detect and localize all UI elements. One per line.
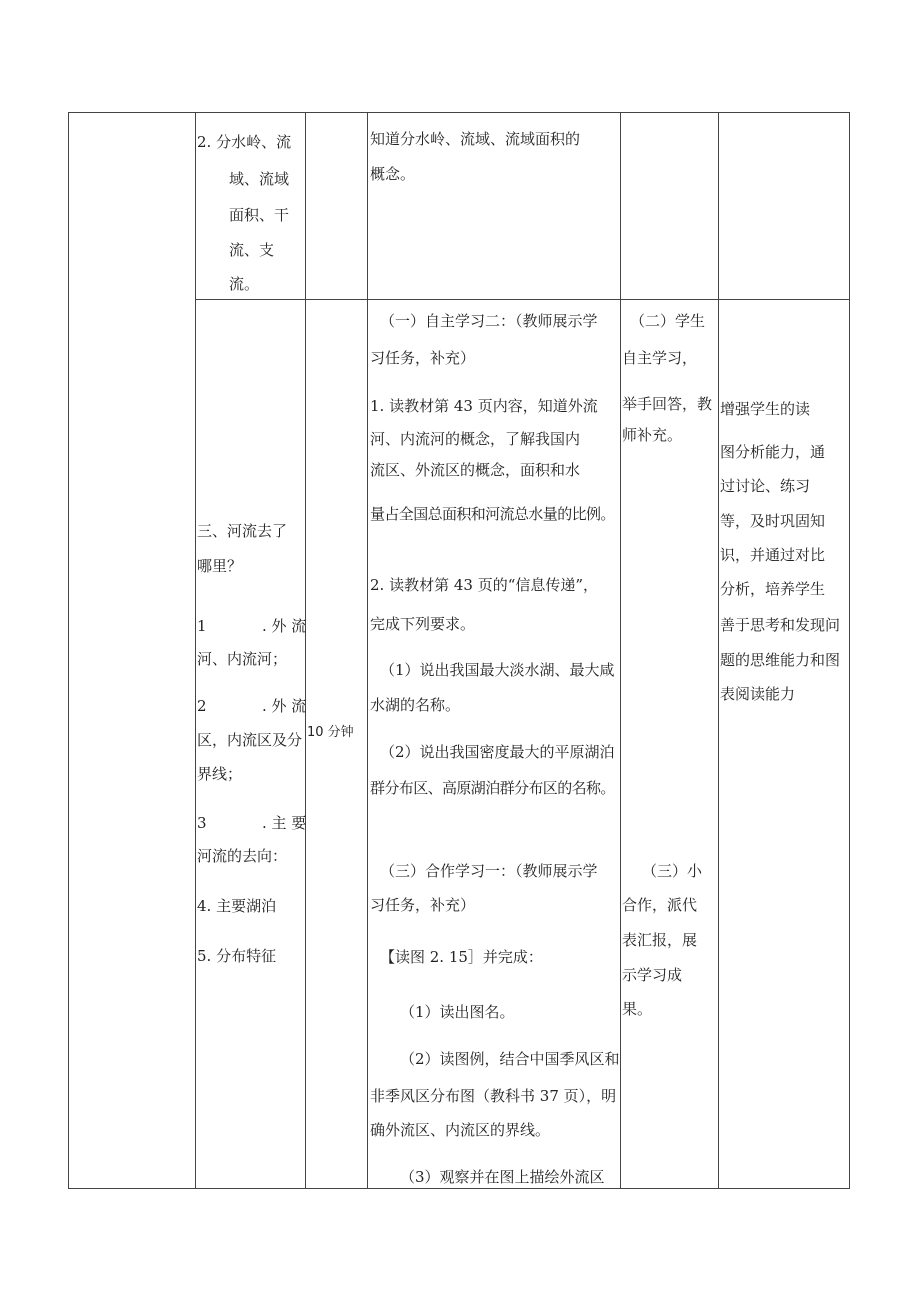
- row1-content-line: 流、支: [229, 241, 275, 259]
- row2-purpose-line: 识，并通过对比: [720, 546, 826, 564]
- row2-teacher-line: （2）说出我国密度最大的平原湖泊: [380, 743, 615, 761]
- row2-purpose-line: 题的思维能力和图: [720, 651, 841, 669]
- row2-teacher-line: 【读图 2. 15］并完成：: [380, 948, 543, 966]
- row2-time: 10 分钟: [307, 725, 354, 740]
- column-divider: [305, 112, 306, 1189]
- row1-content-line: 域、流域: [229, 170, 290, 188]
- row2-purpose-line: 表阅读能力: [720, 685, 796, 703]
- row2-teacher-line: 习任务，补充）: [370, 349, 476, 367]
- row2-content-line: 河流的去向：: [197, 847, 288, 865]
- row2-purpose-line: 过讨论、练习: [720, 477, 811, 495]
- row2-content-line: 河、内流河；: [197, 650, 288, 668]
- row2-teacher-line: 非季风区分布图（教科书 37 页），明: [370, 1087, 617, 1105]
- row2-content-line: . 外 流: [262, 697, 307, 715]
- row2-content-line: 区，内流区及分: [197, 731, 303, 749]
- row2-teacher-line: 2. 读教材第 43 页的“信息传递”，: [370, 576, 599, 594]
- row2-student-line: 表汇报，展: [622, 931, 698, 949]
- row1-teacher-line: 概念。: [370, 165, 416, 183]
- row2-teacher-line: （3）观察并在图上描绘外流区: [400, 1168, 605, 1186]
- row2-teacher-line: 量占全国总面积和河流总水量的比例。: [370, 505, 615, 523]
- row2-teacher-line: 流区、外流区的概念，面积和水: [370, 461, 581, 479]
- row1-content-line: 流。: [229, 275, 260, 293]
- row2-content-line: 三、河流去了: [197, 522, 288, 540]
- row2-content-line: . 外 流: [262, 617, 307, 635]
- column-divider: [620, 112, 621, 1189]
- row2-content-line: 4. 主要湖泊: [197, 897, 277, 915]
- row2-student-line: 合作，派代: [622, 896, 698, 914]
- table-top-border: [68, 112, 850, 113]
- row1-teacher-line: 知道分水岭、流域、流域面积的: [370, 130, 581, 148]
- row2-content-line: 5. 分布特征: [197, 947, 277, 965]
- row2-teacher-line: （2）读图例，结合中国季风区和: [400, 1050, 620, 1068]
- column-divider: [367, 112, 368, 1189]
- row2-content-line: 2: [197, 697, 207, 715]
- row2-content-line: . 主 要: [262, 814, 307, 832]
- row2-student-line: 师补充。: [622, 426, 683, 444]
- table-bottom-border: [68, 1188, 850, 1189]
- row2-content-line: 1: [197, 617, 207, 635]
- table-right-border: [849, 112, 850, 1189]
- row2-student-line: （二）学生: [630, 312, 706, 330]
- row1-content-line: 2. 分水岭、流: [197, 133, 292, 151]
- row2-teacher-line: 1. 读教材第 43 页内容，知道外流: [370, 397, 598, 415]
- row2-purpose-line: 分析，培养学生: [720, 580, 826, 598]
- column-divider: [718, 112, 719, 1189]
- row2-purpose-line: 增强学生的读: [720, 400, 811, 418]
- row2-purpose-line: 等，及时巩固知: [720, 512, 826, 530]
- row2-teacher-line: 河、内流河的概念，了解我国内: [370, 430, 581, 448]
- row2-teacher-line: 水湖的名称。: [370, 696, 461, 714]
- row2-student-line: 果。: [622, 1000, 653, 1018]
- table-left-border: [68, 112, 69, 1189]
- row2-teacher-line: （三）合作学习一：（教师展示学: [380, 862, 598, 880]
- row2-teacher-line: 习任务，补充）: [370, 896, 476, 914]
- row2-purpose-line: 图分析能力，通: [720, 443, 826, 461]
- row-divider: [195, 299, 850, 300]
- row2-teacher-line: 群分布区、高原湖泊群分布区的名称。: [370, 779, 615, 797]
- row2-student-line: （三）小: [642, 862, 703, 880]
- row2-teacher-line: （1）读出图名。: [400, 1003, 515, 1021]
- row2-content-line: 哪里？: [197, 557, 243, 575]
- row2-purpose-line: 善于思考和发现问: [720, 616, 841, 634]
- row2-teacher-line: 完成下列要求。: [370, 615, 476, 633]
- row2-content-line: 3: [197, 814, 207, 832]
- row2-teacher-line: （1）说出我国最大淡水湖、最大咸: [380, 661, 615, 679]
- row2-content-line: 界线；: [197, 765, 243, 783]
- row2-teacher-line: （一）自主学习二：（教师展示学: [380, 312, 598, 330]
- column-divider: [195, 112, 196, 1189]
- row2-teacher-line: 确外流区、内流区的界线。: [370, 1121, 551, 1139]
- row2-student-line: 自主学习，: [622, 349, 698, 367]
- row1-content-line: 面积、干: [229, 206, 290, 224]
- row2-student-line: 示学习成: [622, 966, 683, 984]
- row2-student-line: 举手回答，教: [622, 395, 713, 413]
